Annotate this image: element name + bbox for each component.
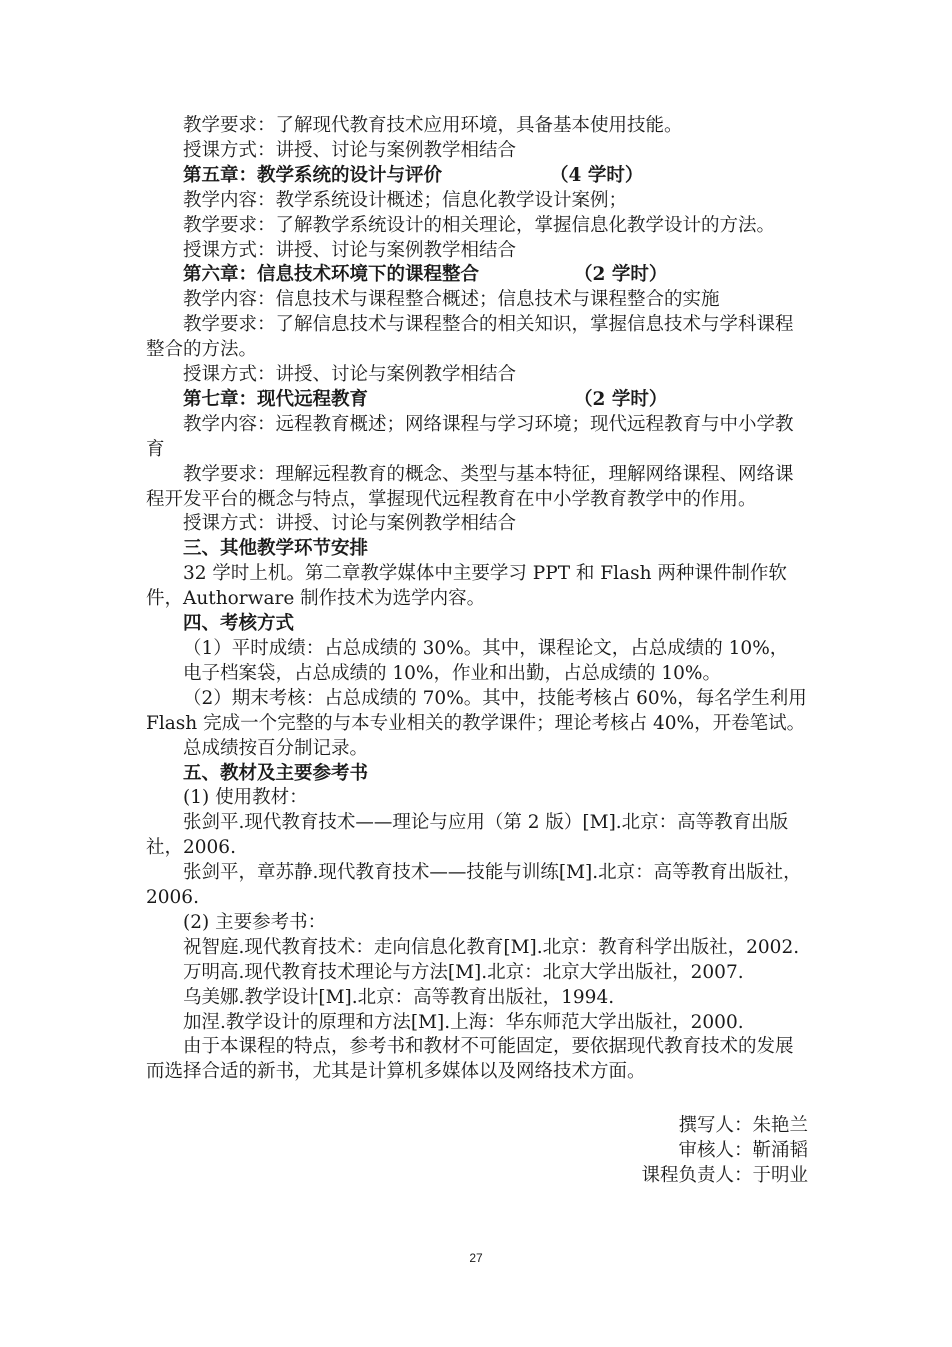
paragraph: 授课方式：讲授、讨论与案例教学相结合 [183,513,517,535]
paragraph: 授课方式：讲授、讨论与案例教学相结合 [183,239,517,261]
paragraph: 总成绩按百分制记录。 [183,737,369,759]
reference-item: 张剑平，章苏静.现代教育技术——技能与训练[M].北京：高等教育出版社，2006. [146,862,802,909]
paragraph: 教学内容：教学系统设计概述；信息化教学设计案例； [183,189,628,211]
reference-item: 张剑平.现代教育技术——理论与应用（第 2 版）[M].北京：高等教育出版社，2006. [146,812,789,859]
section-heading: 三、其他教学环节安排 [183,538,369,560]
chapter-hours: （2 学时） [574,388,668,410]
paragraph: 教学要求：理解远程教育的概念、类型与基本特征，理解网络课程、网络课程开发平台的概念与特点，掌握现代远程教育在中小学教育教学中的作用。 [146,463,794,510]
paragraph: 授课方式：讲授、讨论与案例教学相结合 [183,364,517,386]
reference-item: 祝智庭.现代教育技术：走向信息化教育[M].北京：教育科学出版社，2002. [183,936,800,958]
signature-reviewer: 审核人：靳涌韬 [678,1140,808,1161]
paragraph: 教学要求：了解现代教育技术应用环境，具备基本使用技能。 [183,115,683,136]
chapter-title: 第五章：教学系统的设计与评价 [183,164,443,186]
chapter-6-heading [146,263,810,288]
paragraph: 电子档案袋，占总成绩的 10%，作业和出勤，占总成绩的 10%。 [183,662,722,684]
paragraph: （2）期末考核：占总成绩的 70%。其中，技能考核占 60%，每名学生利用 Flash 完成一个完整的与本专业相关的教学课件；理论考核占 40%，开卷笔试。 [146,687,807,734]
paragraph: （1）平时成绩：占总成绩的 30%。其中，课程论文，占总成绩的 10%， [183,637,789,659]
paragraph: 授课方式：讲授、讨论与案例教学相结合 [183,139,517,161]
section-heading: 五、教材及主要参考书 [183,762,369,784]
paragraph: 教学要求：了解教学系统设计的相关理论，掌握信息化教学设计的方法。 [183,214,776,236]
paragraph: 教学内容：远程教育概述；网络课程与学习环境；现代远程教育与中小学教育 [146,413,794,460]
signature-owner: 课程负责人：于明业 [641,1165,808,1186]
page-number: 27 [469,1251,483,1265]
reference-item: 乌美娜.教学设计[M].北京：高等教育出版社，1994. [183,986,615,1008]
signature-writer: 撰写人：朱艳兰 [678,1115,808,1136]
reference-item: 万明高.现代教育技术理论与方法[M].北京：北京大学出版社，2007. [183,961,744,983]
chapter-7-heading [146,388,810,413]
chapter-title: 第七章：现代远程教育 [183,388,369,410]
paragraph: (2) 主要参考书： [183,911,327,933]
chapter-hours: （2 学时） [574,264,668,286]
chapter-hours: （4 学时） [550,164,644,186]
paragraph: 32 学时上机。第二章教学媒体中主要学习 PPT 和 Flash 两种课件制作软件，Authorware 制作技术为选学内容。 [146,563,787,610]
paragraph: 教学内容：信息技术与课程整合概述；信息技术与课程整合的实施 [183,289,720,311]
paragraph: 教学要求：了解信息技术与课程整合的相关知识，掌握信息技术与学科课程整合的方法。 [146,314,794,361]
paragraph: 由于本课程的特点，参考书和教材不可能固定，要依据现代教育技术的发展而选择合适的新书，尤其是计算机多媒体以及网络技术方面。 [146,1036,794,1083]
document-body [146,114,810,1085]
chapter-title: 第六章：信息技术环境下的课程整合 [183,264,480,286]
section-heading: 四、考核方式 [183,613,295,635]
reference-item: 加涅.教学设计的原理和方法[M].上海：华东师范大学出版社，2000. [183,1011,744,1033]
paragraph: (1) 使用教材： [183,787,308,809]
chapter-5-heading [146,164,810,189]
